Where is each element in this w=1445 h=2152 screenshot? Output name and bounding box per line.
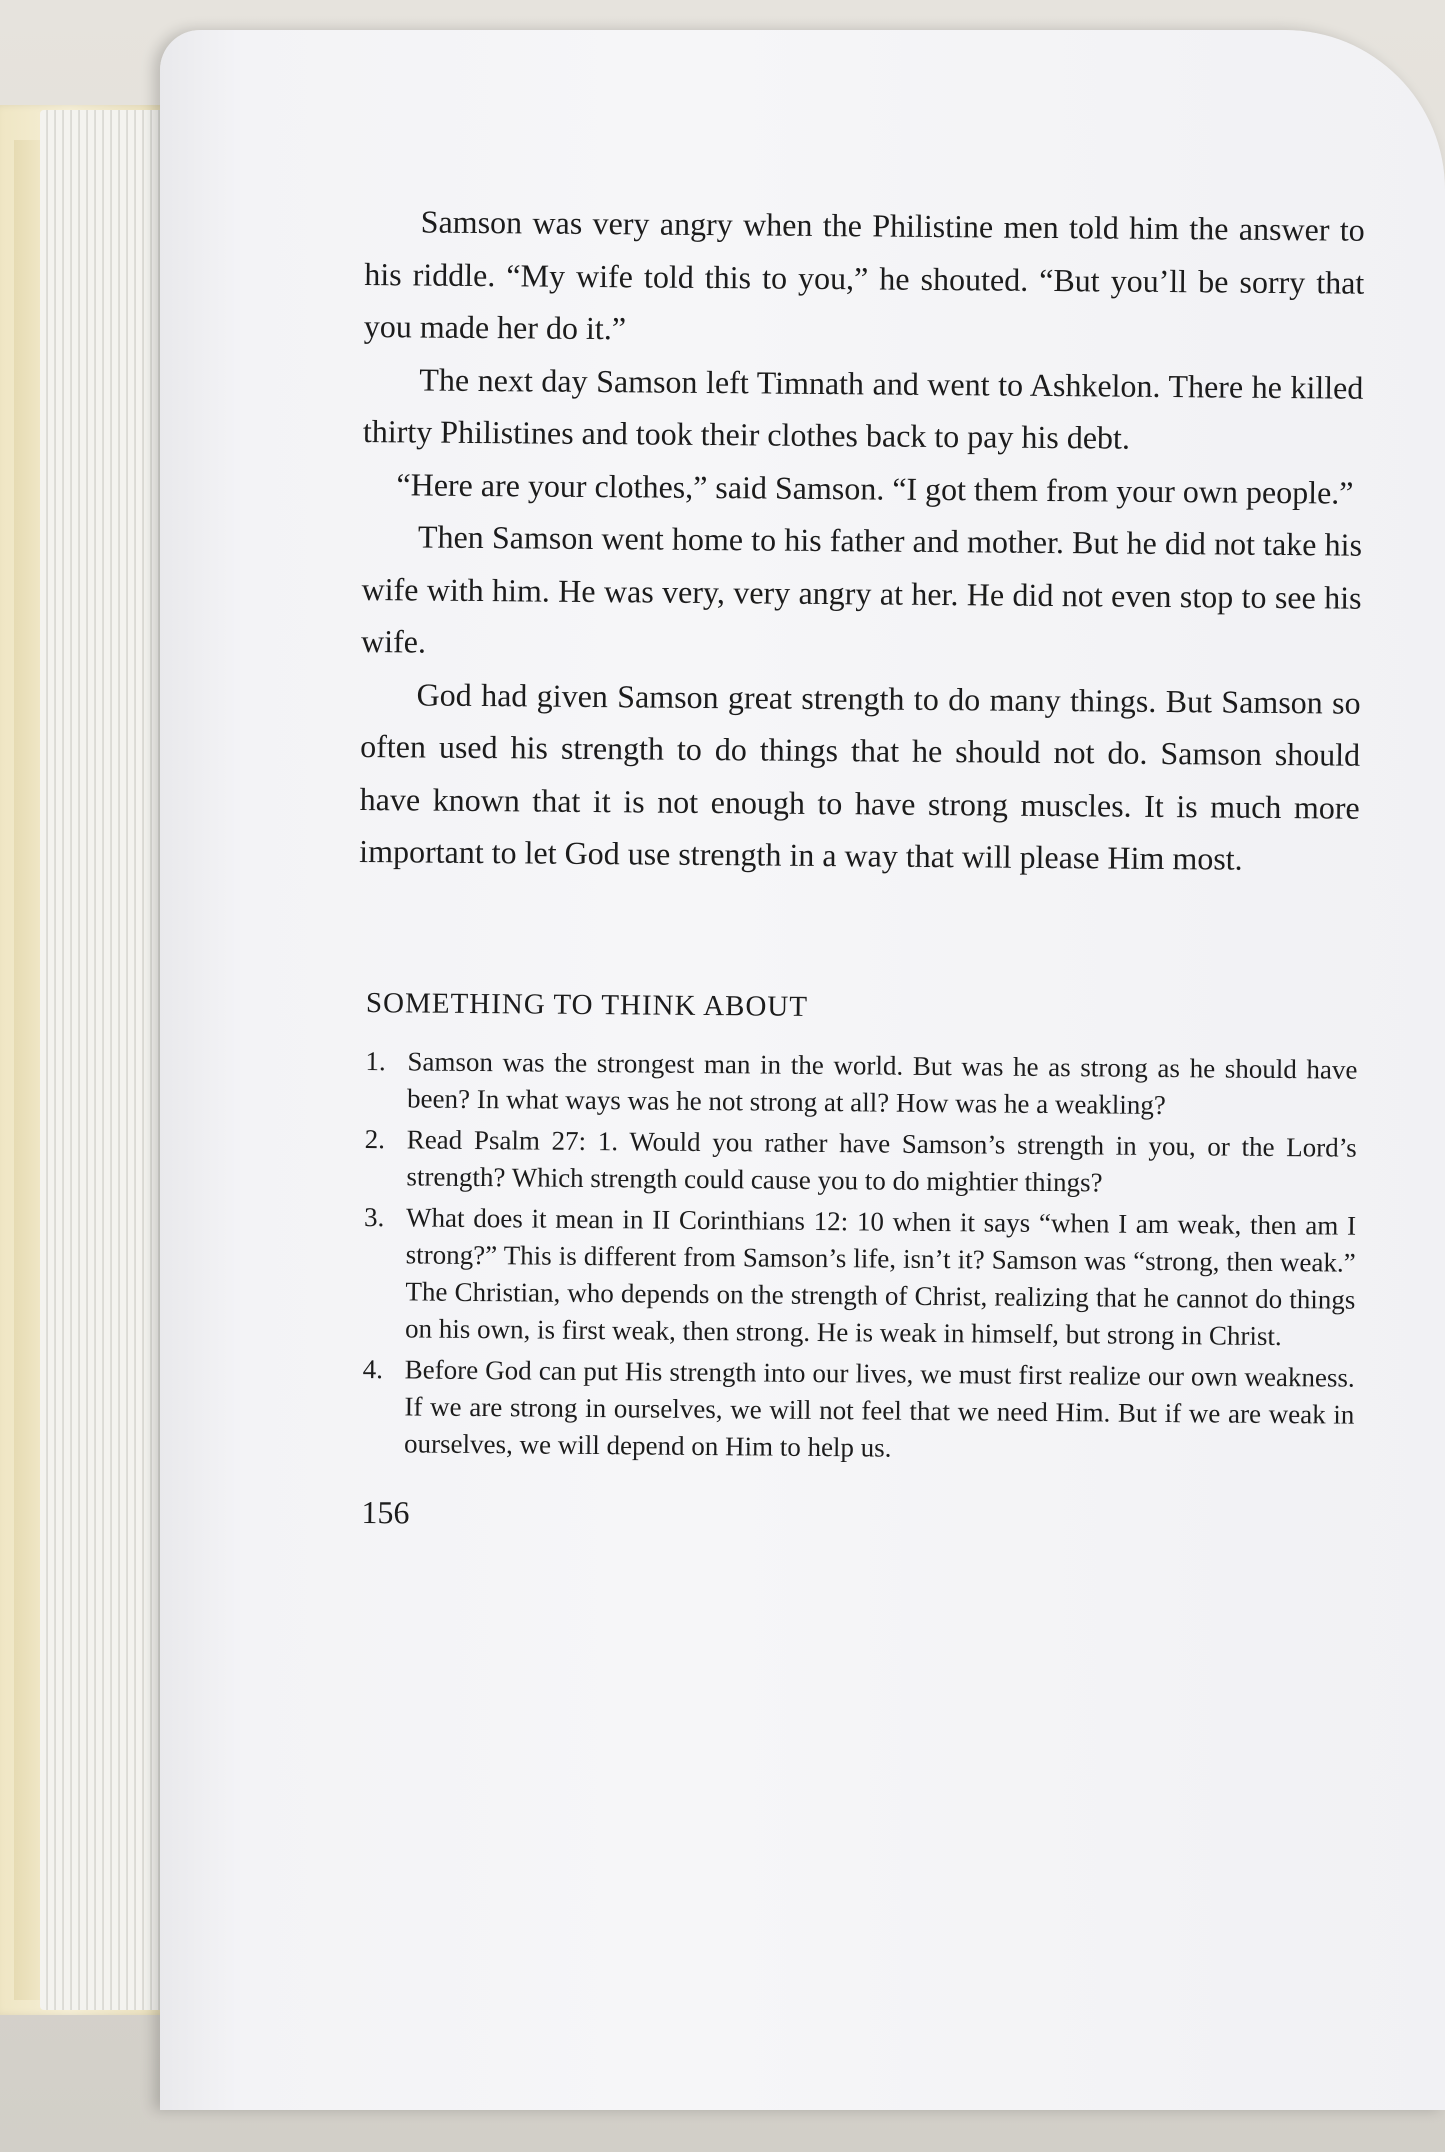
paragraph: “Here are your clothes,” said Samson. “I got them from your own people.” xyxy=(396,465,1354,511)
question-list xyxy=(354,1042,1358,1470)
section-heading: SOMETHING TO THINK ABOUT xyxy=(365,986,809,1023)
question-number: 2. xyxy=(364,1123,386,1154)
question-text: What does it mean in II Corinthians 12: 10 when it says “when I am weak, then am I strong?” This is different from Samson’s life, isn’t it? Samson was “strong, then weak.” The Christian, who depends on the strength of Christ, realizing that he cannot do things on his own, is first weak, then strong. He is weak in himself, but strong in Christ. xyxy=(404,1201,1357,1351)
list-item xyxy=(362,1351,1355,1471)
paragraph: Samson was very angry when the Philistine men told him the answer to his riddle. “My wife told this to you,” he shouted. “But you’ll be sorry that you made her do it.” xyxy=(363,203,1365,347)
list-item xyxy=(365,1043,1358,1126)
page-number: 156 xyxy=(361,1493,410,1530)
paragraph: God had given Samson great strength to do many things. But Samson so often used his strength to do things that he should not do. Samson should have known that it is not enough to have strong muscles. It is much more important to let God use strength in a way that will please Him most. xyxy=(359,675,1361,877)
question-text: Samson was the strongest man in the world. But was he as strong as he should have been? In what ways was he not strong at all? How was he a weakling? xyxy=(406,1045,1358,1120)
page-content xyxy=(353,195,1365,1540)
story-text xyxy=(359,195,1365,886)
question-text: Before God can put His strength into our lives, we must first realize our own weakness. If we are strong in ourselves, we will not feel that we need Him. But if we are weak in ourselves, we will depend on Him to help us. xyxy=(403,1353,1355,1463)
question-number: 3. xyxy=(363,1201,385,1232)
list-item xyxy=(364,1121,1357,1204)
question-text: Read Psalm 27: 1. Would you rather have Samson’s strength in you, or the Lord’s strength? Which strength could cause you to do mightier things? xyxy=(406,1123,1357,1197)
paragraph: Then Samson went home to his father and mother. But he did not take his wife with him. He was very, very angry at her. He did not even stop to see his wife. xyxy=(360,518,1363,660)
page-edges xyxy=(40,110,180,2010)
question-number: 1. xyxy=(365,1045,386,1076)
list-item xyxy=(363,1199,1356,1356)
question-number: 4. xyxy=(362,1353,384,1384)
paragraph: The next day Samson left Timnath and went to Ashkelon. There he killed thirty Philistines and took their clothes back to pay his debt. xyxy=(362,360,1364,456)
